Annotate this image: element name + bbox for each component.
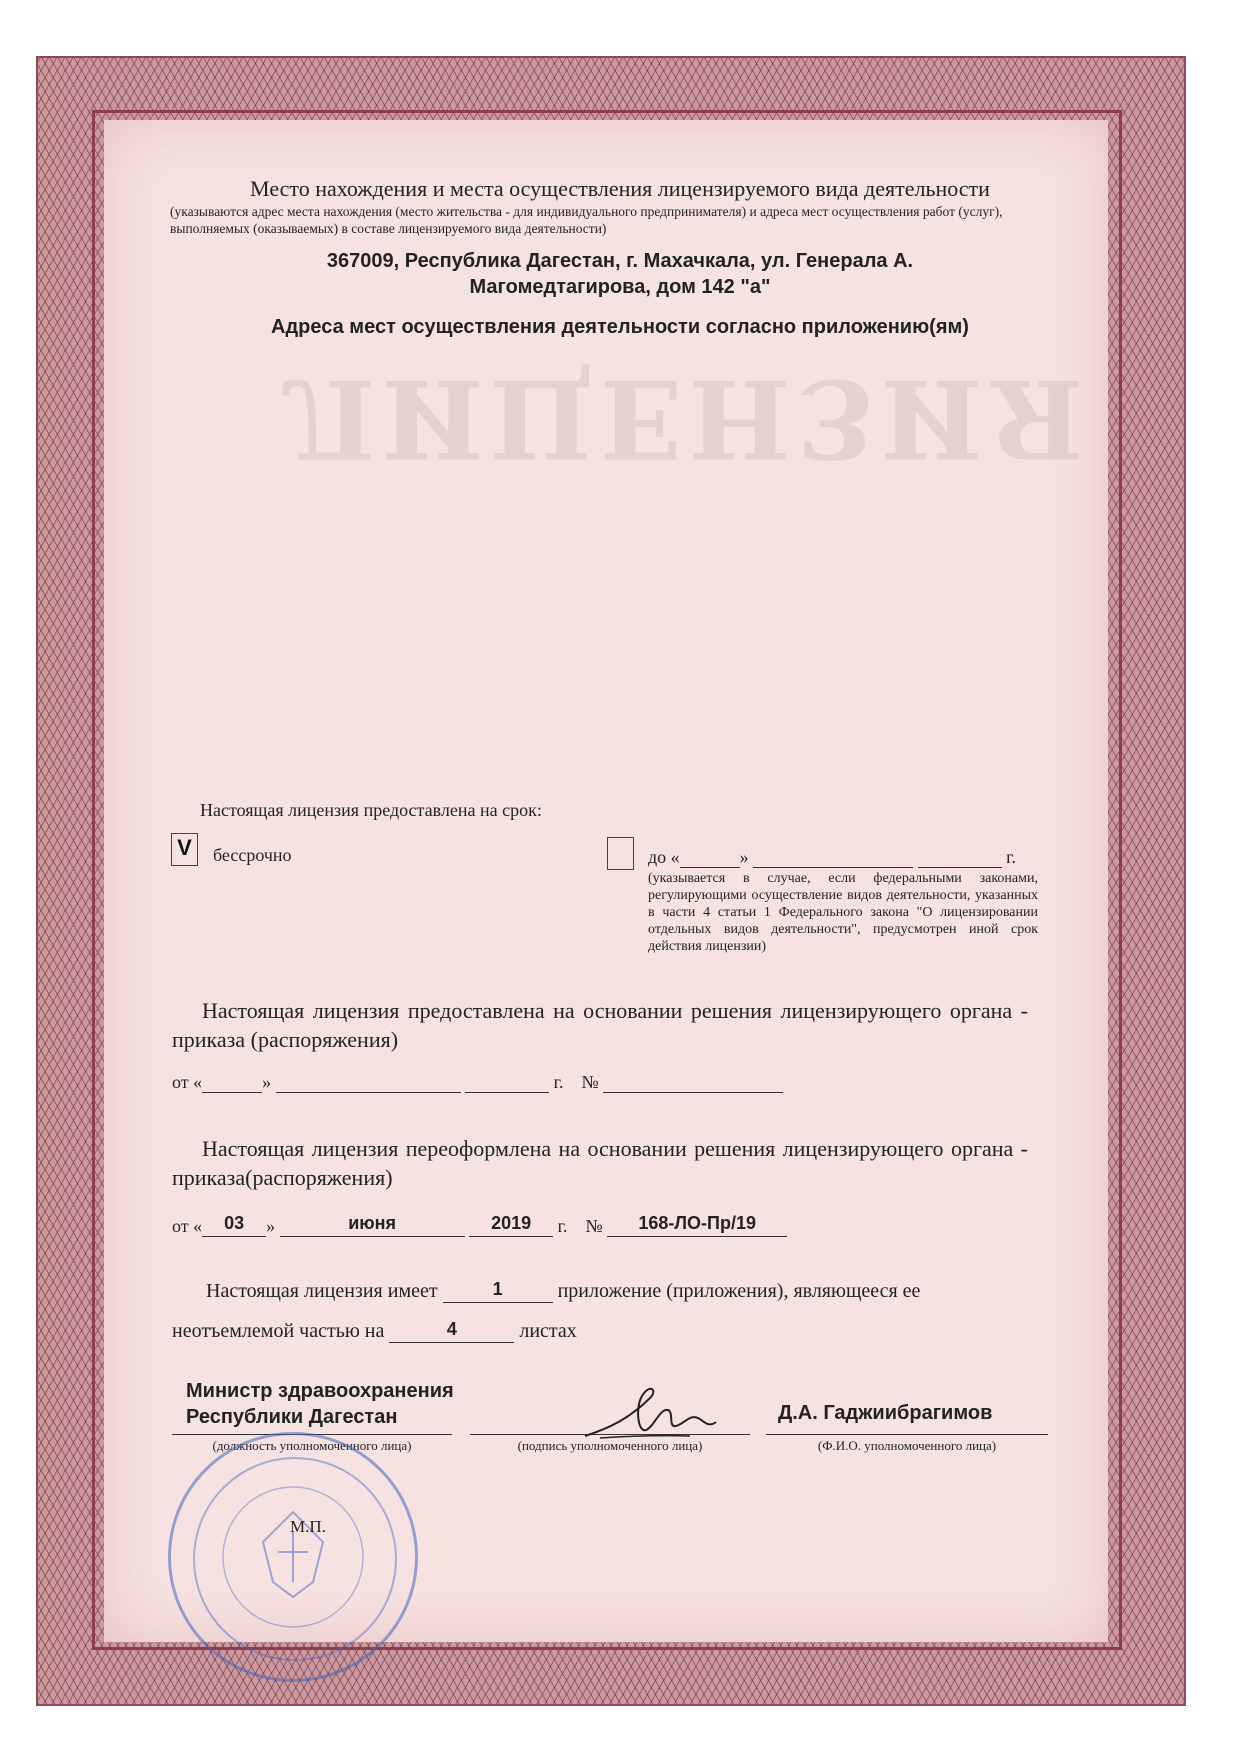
until-year-suffix: г. [1006, 847, 1017, 867]
location-note: (указываются адрес места нахождения (место жительства - для индивидуального предпринимателя) и адреса мест осуществления работ (услуг), выполняемых (оказываемых) в составе лицензируемого вида деятельности) [170, 204, 1003, 236]
until-month-blank [753, 849, 913, 868]
seal-emblem-icon [168, 1432, 418, 1682]
appendices-text-1: Настоящая лицензия имеет [206, 1280, 438, 1302]
basis-paragraph: Настоящая лицензия предоставлена на основании решения лицензирующего органа - приказа (распоряжения) [172, 998, 1028, 1052]
until-close-quote: » [739, 847, 749, 867]
until-note: (указывается в случае, если федеральными законами, регулирующими осуществление видов деятельности, указанных в части 4 статьи 1 Федерального закона "О лицензировании отдельных видов деятельности", предусмотрен иной срок действия лицензии) [648, 871, 1038, 954]
basis-month-blank [276, 1074, 461, 1093]
address-line-1: 367009, Республика Дагестан, г. Махачкала, ул. Генерала А. [326, 250, 914, 272]
term-heading: Настоящая лицензия предоставлена на срок: [200, 800, 542, 820]
until-prefix: до « [648, 847, 680, 867]
basis-year-blank [465, 1074, 549, 1093]
basis-number-blank [603, 1074, 783, 1093]
until-date-row [648, 847, 1016, 868]
signatory-name: Д.А. Гаджиибрагимов [778, 1402, 993, 1424]
basis-year-suffix: г. [553, 1072, 564, 1092]
appendices-line-2 [172, 1318, 577, 1343]
location-heading: Место нахождения и места осуществления лицензируемого вида деятельности [250, 176, 990, 201]
caption-position: (должность уполномоченного лица) [212, 1438, 412, 1453]
signatory-position [186, 1378, 454, 1430]
unlimited-checkbox: V [171, 833, 198, 866]
reissue-day: 03 [202, 1212, 266, 1237]
stamp-place-label: М.П. [290, 1517, 326, 1536]
reverse-side-bleed-through: ЛИЦЕНЗИЯ [280, 355, 1090, 481]
reissue-paragraph: Настоящая лицензия переоформлена на основании решения лицензирующего органа - приказа(распоряжения) [172, 1136, 1028, 1190]
appendices-line-1 [206, 1278, 920, 1303]
reissue-year: 2019 [469, 1212, 553, 1237]
position-line-1: Министр здравоохранения [186, 1380, 454, 1402]
appendices-count: 1 [443, 1278, 553, 1303]
appendices-text-4: листах [519, 1320, 577, 1342]
position-line-2: Республики Дагестан [186, 1406, 398, 1428]
until-day-blank [680, 849, 740, 868]
appendix-address-note: Адреса мест осуществления деятельности согласно приложению(ям) [271, 316, 969, 338]
until-checkbox [607, 837, 634, 870]
reissue-number: 168-ЛО-Пр/19 [607, 1212, 787, 1237]
name-underline [766, 1434, 1048, 1435]
unlimited-label: бессрочно [213, 845, 292, 865]
caption-name: (Ф.И.О. уполномоченного лица) [817, 1438, 997, 1453]
appendices-text-2: приложение (приложения), являющееся ее [557, 1280, 921, 1302]
until-year-blank [918, 849, 1002, 868]
reissue-close-quote: » [266, 1216, 276, 1236]
handwritten-signature [580, 1378, 720, 1448]
basis-from-prefix: от « [172, 1072, 203, 1092]
basis-close-quote: » [262, 1072, 272, 1092]
basis-day-blank [202, 1074, 262, 1093]
address-line-2: Магомедтагирова, дом 142 "а" [469, 276, 771, 298]
basis-number-sign: № [581, 1072, 599, 1092]
basis-date-row [172, 1072, 783, 1093]
appendices-sheets: 4 [389, 1318, 514, 1343]
reissue-month: июня [280, 1212, 465, 1237]
address-block [200, 248, 1040, 300]
caption-signature: (подпись уполномоченного лица) [517, 1438, 703, 1453]
reissue-number-sign: № [585, 1216, 603, 1236]
reissue-from-prefix: от « [172, 1216, 203, 1236]
reissue-date-row [172, 1212, 787, 1237]
official-seal [168, 1432, 418, 1682]
appendices-text-3: неотъемлемой частью на [172, 1320, 385, 1342]
reissue-year-suffix: г. [557, 1216, 568, 1236]
